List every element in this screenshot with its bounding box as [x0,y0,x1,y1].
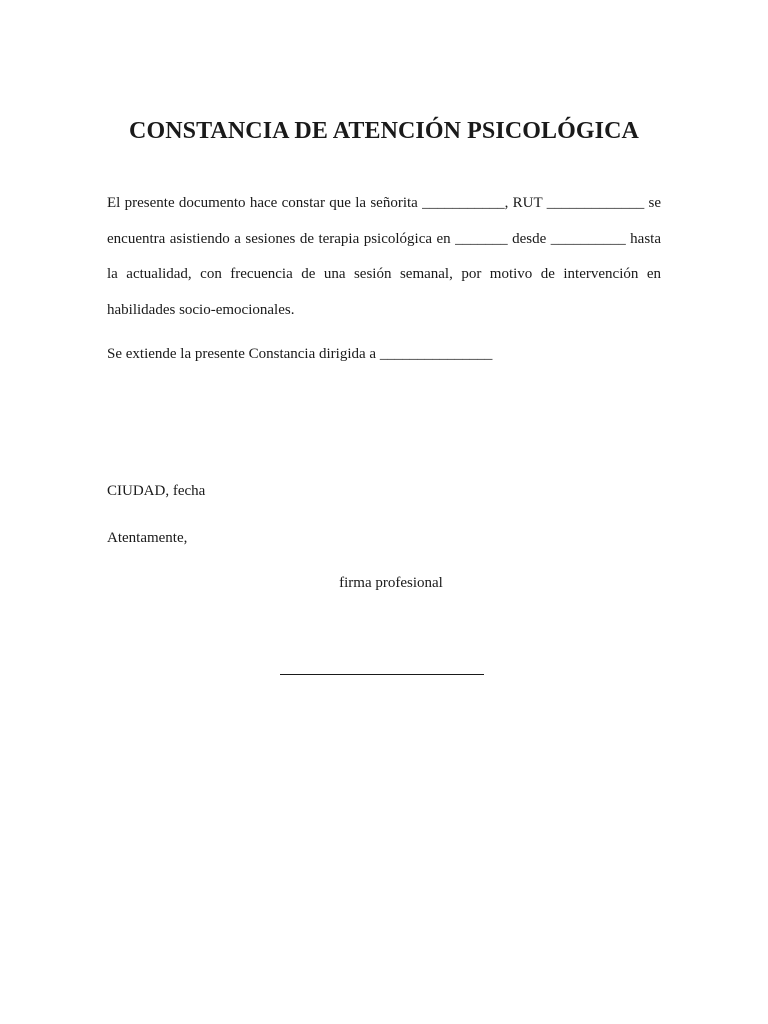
addressee-line: Se extiende la presente Constancia dirigida a _______________ [107,346,493,362]
city-date: CIUDAD, fecha [107,483,206,499]
certificate-body-paragraph: El presente documento hace constar que la señorita ___________, RUT _____________ se encuentra asistiendo a sesiones de terapia psicológica en _______ desde __________ hasta la actualidad, con frecuencia de una sesión semanal, por motivo de intervención en habilidades socio-emocionales. [107,195,661,318]
document-title: CONSTANCIA DE ATENCIÓN PSICOLÓGICA [129,118,639,144]
closing-salutation: Atentamente, [107,530,188,546]
signature-line [280,674,484,675]
signature-label: firma profesional [339,575,443,591]
